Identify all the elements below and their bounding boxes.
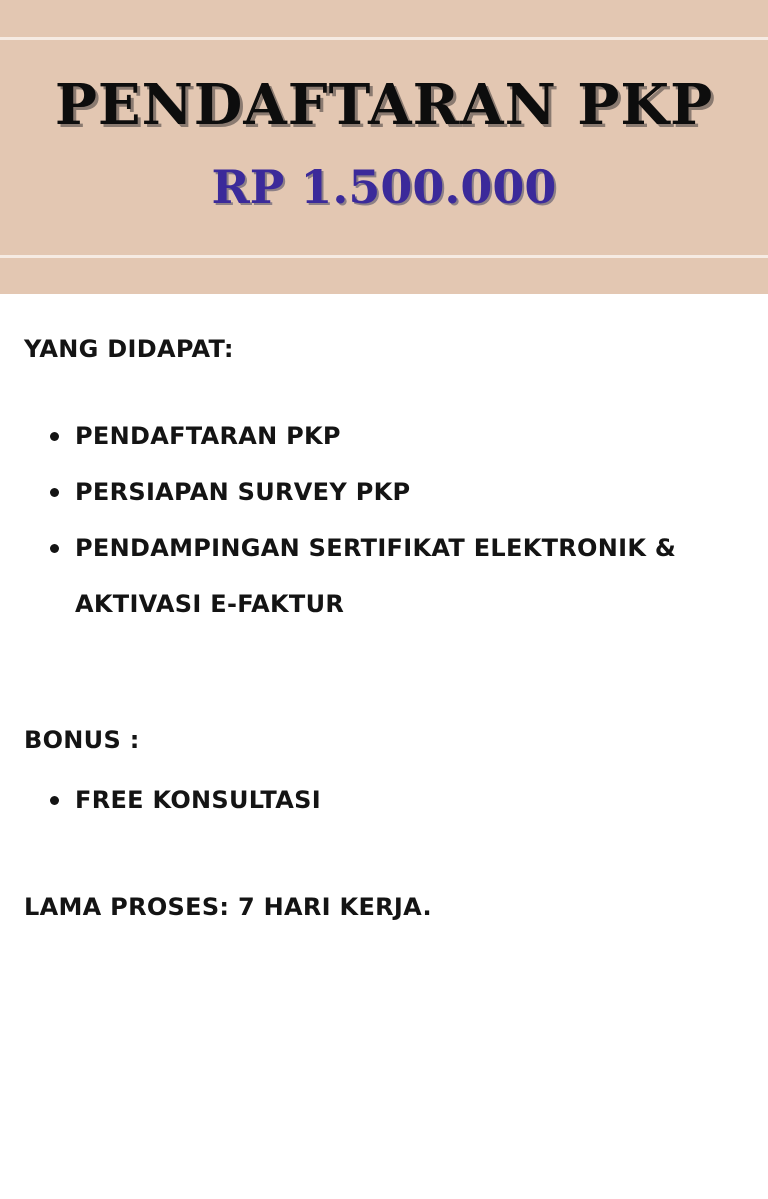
list-item bbox=[50, 408, 730, 464]
duration-text: LAMA PROSES: 7 HARI KERJA. bbox=[24, 893, 432, 921]
includes-item-text: PERSIAPAN SURVEY PKP bbox=[75, 478, 411, 506]
bullet-icon bbox=[50, 544, 59, 553]
header-bottom-divider bbox=[0, 255, 768, 258]
includes-item-text: PENDAMPINGAN SERTIFIKAT ELEKTRONIK & AKTIVASI E-FAKTUR bbox=[75, 534, 677, 618]
page-title: PENDAFTARAN PKP bbox=[54, 72, 714, 138]
price-label: RP 1.500.000 bbox=[211, 160, 557, 214]
bullet-icon bbox=[50, 432, 59, 441]
list-item bbox=[50, 464, 730, 520]
bullet-icon bbox=[50, 488, 59, 497]
includes-item-text: PENDAFTARAN PKP bbox=[75, 422, 341, 450]
bullet-icon bbox=[50, 796, 59, 805]
bonus-heading: BONUS : bbox=[24, 726, 140, 754]
includes-heading: YANG DIDAPAT: bbox=[24, 335, 234, 363]
bonus-item-text: FREE KONSULTASI bbox=[75, 786, 321, 814]
header-banner bbox=[0, 0, 768, 294]
header-top-divider bbox=[0, 37, 768, 40]
list-item bbox=[50, 520, 730, 632]
list-item bbox=[50, 772, 730, 828]
